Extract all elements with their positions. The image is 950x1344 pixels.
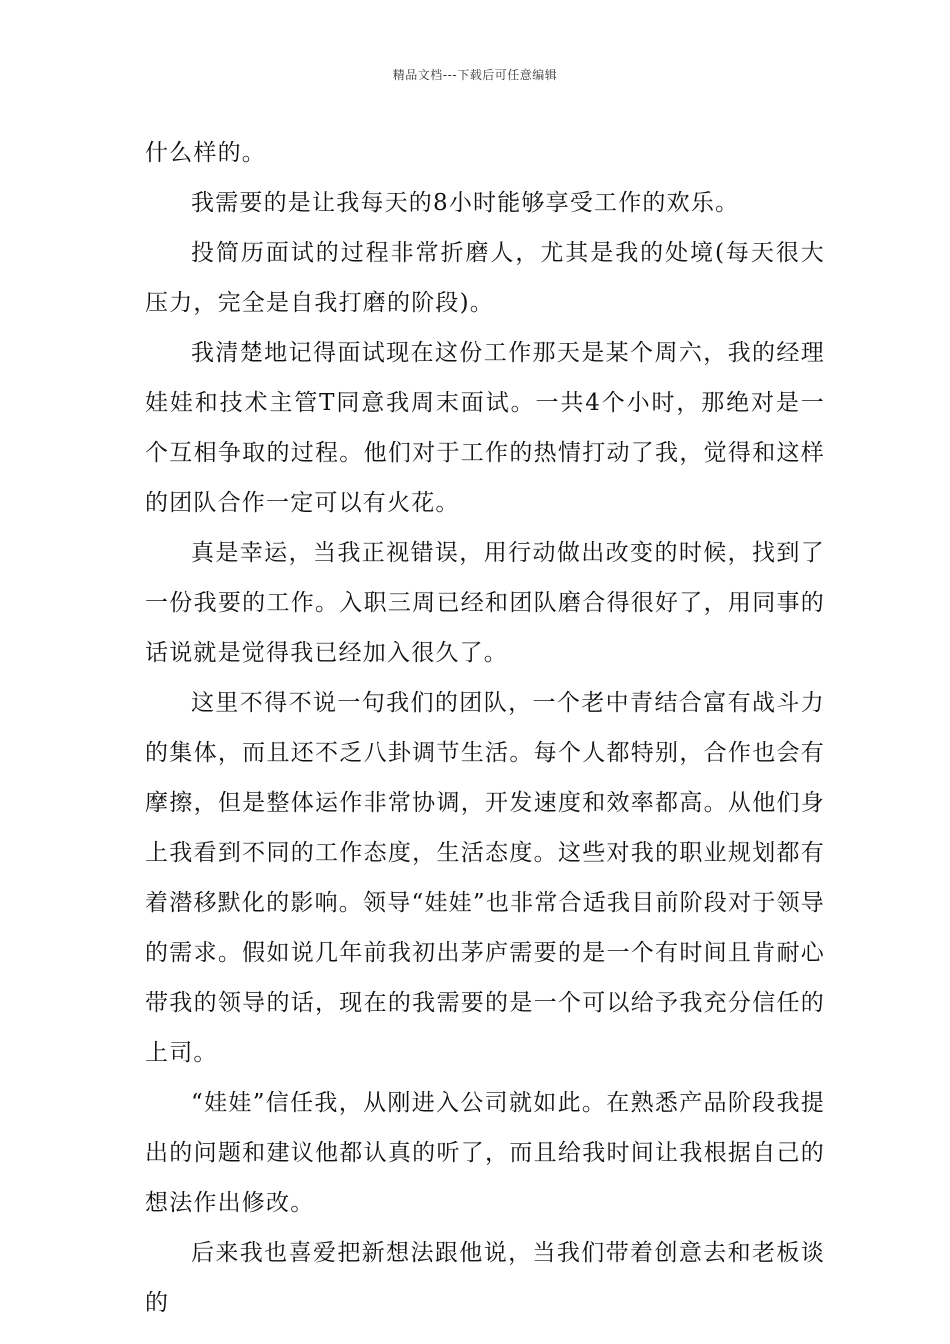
paragraph-1: 什么样的。 (145, 140, 266, 166)
paragraph-7: “娃娃”信任我，从刚进入公司就如此。在熟悉产品阶段我提出的问题和建议他都认真的听了，而且给我时间让我根据自己的想法作出修改。 (145, 1090, 825, 1216)
paragraph-8: 后来我也喜爱把新想法跟他说，当我们带着创意去和老板谈的 (145, 1240, 825, 1316)
paragraph-4: 我清楚地记得面试现在这份工作那天是某个周六，我的经理娃娃和技术主管T同意我周末面试。一共4个小时，那绝对是一个互相争取的过程。他们对于工作的热情打动了我，觉得和这样的团队合作一定可以有火花。 (145, 340, 825, 516)
paragraph-6: 这里不得不说一句我们的团队，一个老中青结合富有战斗力的集体，而且还不乏八卦调节生活。每个人都特别，合作也会有摩擦，但是整体运作非常协调，开发速度和效率都高。从他们身上我看到不同的工作态度，生活态度。这些对我的职业规划都有着潜移默化的影响。领导“娃娃”也非常合适我目前阶段对于领导的需求。假如说几年前我初出茅庐需要的是一个有时间且肯耐心带我的领导的话，现在的我需要的是一个可以给予我充分信任的上司。 (145, 690, 825, 1066)
paragraph-5: 真是幸运，当我正视错误，用行动做出改变的时候，找到了一份我要的工作。入职三周已经和团队磨合得很好了，用同事的话说就是觉得我已经加入很久了。 (145, 540, 825, 666)
page-header: 精品文档---下载后可任意编辑 (392, 68, 558, 82)
paragraph-3: 投简历面试的过程非常折磨人，尤其是我的处境(每天很大压力，完全是自我打磨的阶段)。 (145, 240, 825, 316)
document-body (145, 128, 825, 1328)
paragraph-2: 我需要的是让我每天的8小时能够享受工作的欢乐。 (191, 190, 740, 216)
